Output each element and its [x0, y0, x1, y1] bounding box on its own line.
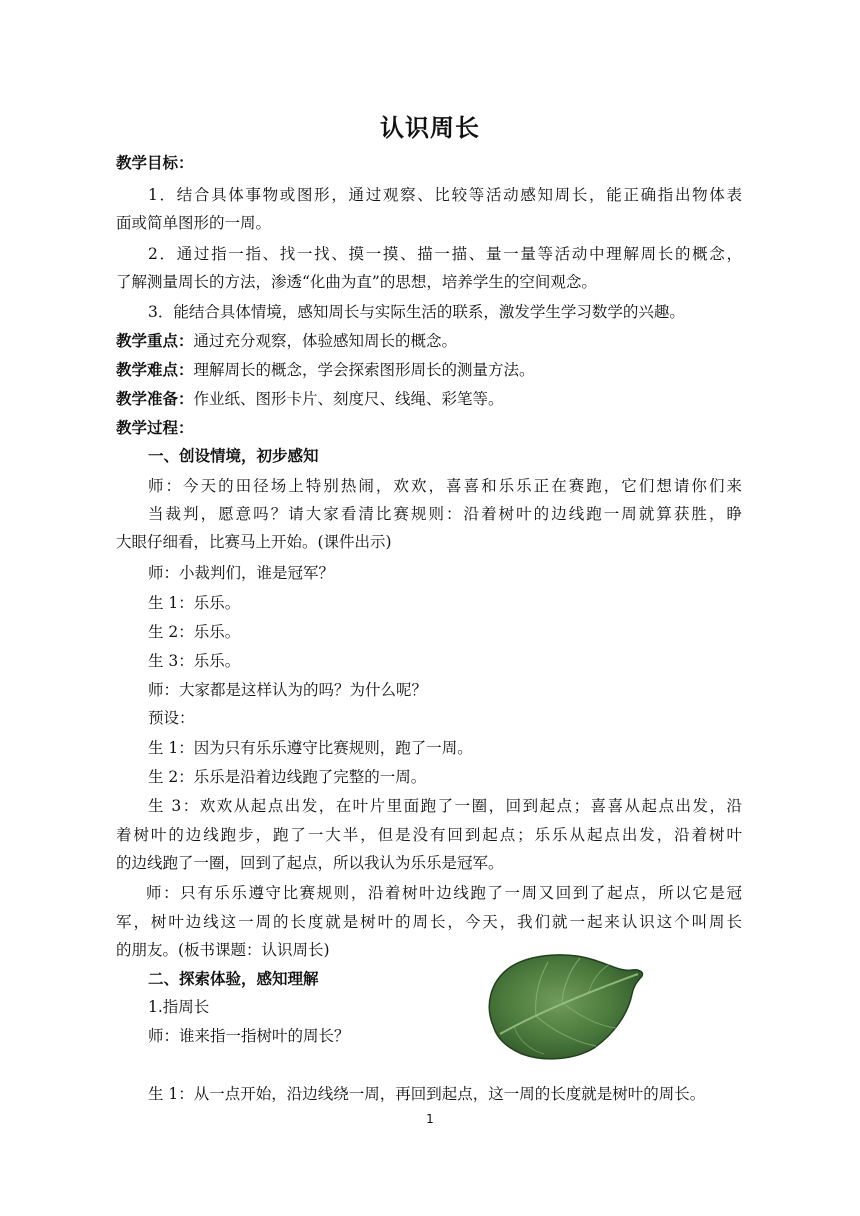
- s1-paragraph-1-line-1: 师：今天的田径场上特别热闹，欢欢，喜喜和乐乐正在赛跑，它们想请你们来: [148, 477, 742, 495]
- difficulty-label: 教学难点：: [116, 361, 194, 379]
- difficulty-point: [116, 360, 535, 380]
- preparation-text: 作业纸、图形卡片、刻度尺、线绳、彩笔等。: [193, 390, 504, 408]
- objective-3: 3．能结合具体情境，感知周长与实际生活的联系，激发学生学习数学的兴趣。: [148, 303, 685, 321]
- objectives-heading: 教学目标：: [116, 154, 194, 172]
- s1-response-3-line-3: 的边线跑了一圈，回到了起点，所以我认为乐乐是冠军。: [116, 854, 504, 872]
- objective-1-line-2: 面或简单图形的一周。: [116, 214, 272, 232]
- s1-response-2: 生 2：乐乐是沿着边线跑了完整的一周。: [148, 768, 427, 786]
- key-point-text: 通过充分观察，体验感知周长的概念。: [193, 332, 458, 350]
- objective-2-line-2: 了解测量周长的方法，渗透“化曲为直”的思想，培养学生的空间观念。: [116, 273, 597, 291]
- s2-student-answer-1: 生 1：从一点开始，沿边线绕一周，再回到起点，这一周的长度就是树叶的周长。: [148, 1085, 706, 1103]
- s1-teacher-summary-line-1: 师：只有乐乐遵守比赛规则，沿着树叶边线跑了一周又回到了起点，所以它是冠: [146, 884, 742, 902]
- leaf-image: [482, 950, 646, 1062]
- s1-student-answer-2: 生 2：乐乐。: [148, 623, 241, 641]
- s1-paragraph-1-line-2: 当裁判，愿意吗？请大家看清比赛规则：沿着树叶的边线跑一周就算获胜，睁: [148, 505, 742, 523]
- s2-teacher-question-1: 师：谁来指一指树叶的周长？: [148, 1027, 350, 1045]
- section-1-heading: 一、创设情境，初步感知: [148, 447, 319, 465]
- s1-preset-label: 预设：: [148, 709, 195, 727]
- page-title: 认识周长: [380, 114, 480, 142]
- s1-teacher-summary-line-2: 军，树叶边线这一周的长度就是树叶的周长，今天，我们就一起来认识这个叫周长: [116, 913, 742, 931]
- page-number: 1: [426, 1112, 434, 1126]
- s1-teacher-question-1: 师：小裁判们，谁是冠军？: [148, 564, 335, 582]
- s1-response-1: 生 1：因为只有乐乐遵守比赛规则，跑了一周。: [148, 739, 473, 757]
- s1-student-answer-1: 生 1：乐乐。: [148, 594, 241, 612]
- objective-1-line-1: 1．结合具体事物或图形，通过观察、比较等活动感知周长，能正确指出物体表: [148, 186, 742, 204]
- s1-response-3-line-1: 生 3：欢欢从起点出发，在叶片里面跑了一圈，回到起点；喜喜从起点出发，沿: [148, 797, 742, 815]
- s1-teacher-question-2: 师：大家都是这样认为的吗？为什么呢？: [148, 681, 428, 699]
- process-heading: 教学过程：: [116, 419, 194, 437]
- key-point-label: 教学重点：: [116, 332, 194, 350]
- preparation-label: 教学准备：: [116, 390, 194, 408]
- objective-2-line-1: 2．通过指一指、找一找、摸一摸、描一描、量一量等活动中理解周长的概念，: [148, 245, 742, 263]
- section-2-heading: 二、探索体验，感知理解: [148, 970, 319, 988]
- s1-teacher-summary-line-3: 的朋友。(板书课题：认识周长): [116, 941, 330, 959]
- difficulty-text: 理解周长的概念，学会探索图形周长的测量方法。: [193, 361, 535, 379]
- preparation: [116, 389, 504, 409]
- s1-student-answer-3: 生 3：乐乐。: [148, 652, 241, 670]
- key-point: [116, 331, 457, 351]
- s1-response-3-line-2: 着树叶的边线跑步，跑了一大半，但是没有回到起点；乐乐从起点出发，沿着树叶: [116, 826, 742, 844]
- s1-paragraph-1-line-3: 大眼仔细看，比赛马上开始。(课件出示): [116, 533, 392, 551]
- s2-subheading-1: 1.指周长: [148, 998, 210, 1016]
